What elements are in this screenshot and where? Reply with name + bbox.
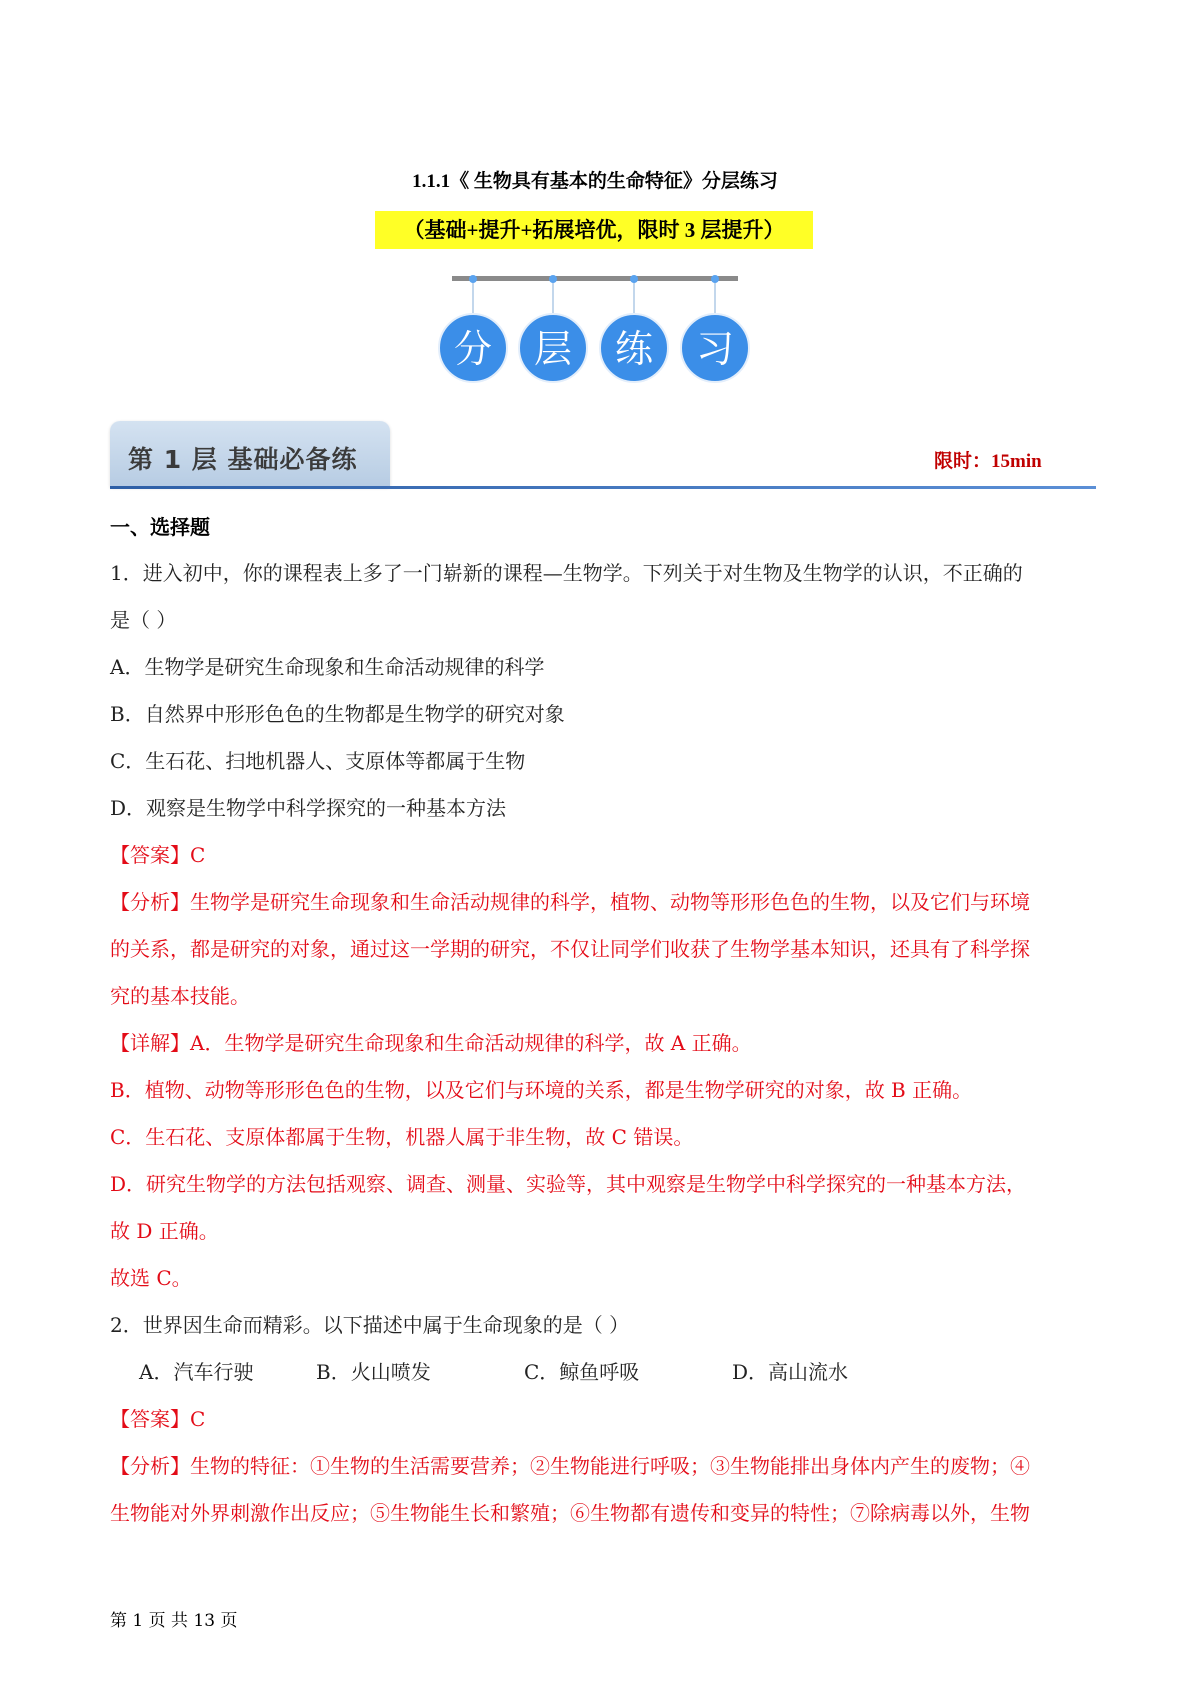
q2-stem: 2．世界因生命而精彩。以下描述中属于生命现象的是（ ） xyxy=(110,1313,630,1337)
q1-analysis-line: 【分析】生物学是研究生命现象和生命活动规律的科学，植物、动物等形形色色的生物，以及它们与环境 xyxy=(110,890,1030,914)
q2-answer: 【答案】C xyxy=(110,1407,206,1431)
q1-stem: 1．进入初中，你的课程表上多了一门崭新的课程—生物学。下列关于对生物及生物学的认识，不正确的 xyxy=(110,561,1023,585)
q1-answer: 【答案】C xyxy=(110,843,206,867)
q1-analysis-line: 的关系，都是研究的对象，通过这一学期的研究，不仅让同学们收获了生物学基本知识，还具有了科学探 xyxy=(110,937,1030,961)
q1-detail-line: C．生石花、支原体都属于生物，机器人属于非生物，故 C 错误。 xyxy=(110,1125,694,1149)
q1-option-d: D．观察是生物学中科学探究的一种基本方法 xyxy=(110,796,507,820)
time-limit: 限时：15min xyxy=(934,451,1042,472)
subtitle-highlight: （基础+提升+拓展培优，限时 3 层提升） xyxy=(375,211,813,249)
q1-stem-cont: 是（ ） xyxy=(110,608,177,632)
q1-detail-line: 【详解】A．生物学是研究生命现象和生命活动规律的科学，故 A 正确。 xyxy=(110,1031,752,1055)
q2-option-d: D．高山流水 xyxy=(732,1360,849,1384)
q1-analysis-line: 究的基本技能。 xyxy=(110,984,250,1008)
section-divider xyxy=(110,486,1096,489)
banner-char: 习 xyxy=(695,327,735,371)
banner-char: 练 xyxy=(614,327,654,371)
banner-graphic xyxy=(430,270,760,390)
q1-detail-line: D．研究生物学的方法包括观察、调查、测量、实验等，其中观察是生物学中科学探究的一种基本方法， xyxy=(110,1172,1027,1196)
q2-options xyxy=(139,1358,848,1386)
q2-option-a: A．汽车行驶 xyxy=(139,1360,254,1384)
section-heading: 一、选择题 xyxy=(110,515,210,539)
banner-char: 分 xyxy=(453,327,493,371)
q1-detail-line: 故 D 正确。 xyxy=(110,1219,219,1243)
q2-analysis-line: 生物能对外界刺激作出反应；⑤生物能生长和繁殖；⑥生物都有遗传和变异的特性；⑦除病毒以外，生物 xyxy=(110,1501,1030,1525)
q1-detail-line: 故选 C。 xyxy=(110,1266,192,1290)
banner-char: 层 xyxy=(533,327,573,371)
q1-option-c: C．生石花、扫地机器人、支原体等都属于生物 xyxy=(110,749,526,773)
q2-analysis-line: 【分析】生物的特征：①生物的生活需要营养；②生物能进行呼吸；③生物能排出身体内产生的废物；④ xyxy=(110,1454,1030,1478)
page-title: 1.1.1《 生物具有基本的生命特征》分层练习 xyxy=(412,171,778,192)
q1-detail-line: B．植物、动物等形形色色的生物，以及它们与环境的关系，都是生物学研究的对象，故 B 正确。 xyxy=(110,1078,973,1102)
q2-option-c: C．鲸鱼呼吸 xyxy=(524,1360,640,1384)
banner-bar xyxy=(452,276,738,281)
layer-tab-label: 第 1 层 基础必备练 xyxy=(128,445,358,474)
q2-option-b: B．火山喷发 xyxy=(316,1360,431,1384)
q1-option-a: A．生物学是研究生命现象和生命活动规律的科学 xyxy=(110,655,545,679)
layer-tab xyxy=(110,421,390,487)
q1-option-b: B．自然界中形形色色的生物都是生物学的研究对象 xyxy=(110,702,565,726)
page-footer: 第 1 页 共 13 页 xyxy=(110,1611,238,1631)
